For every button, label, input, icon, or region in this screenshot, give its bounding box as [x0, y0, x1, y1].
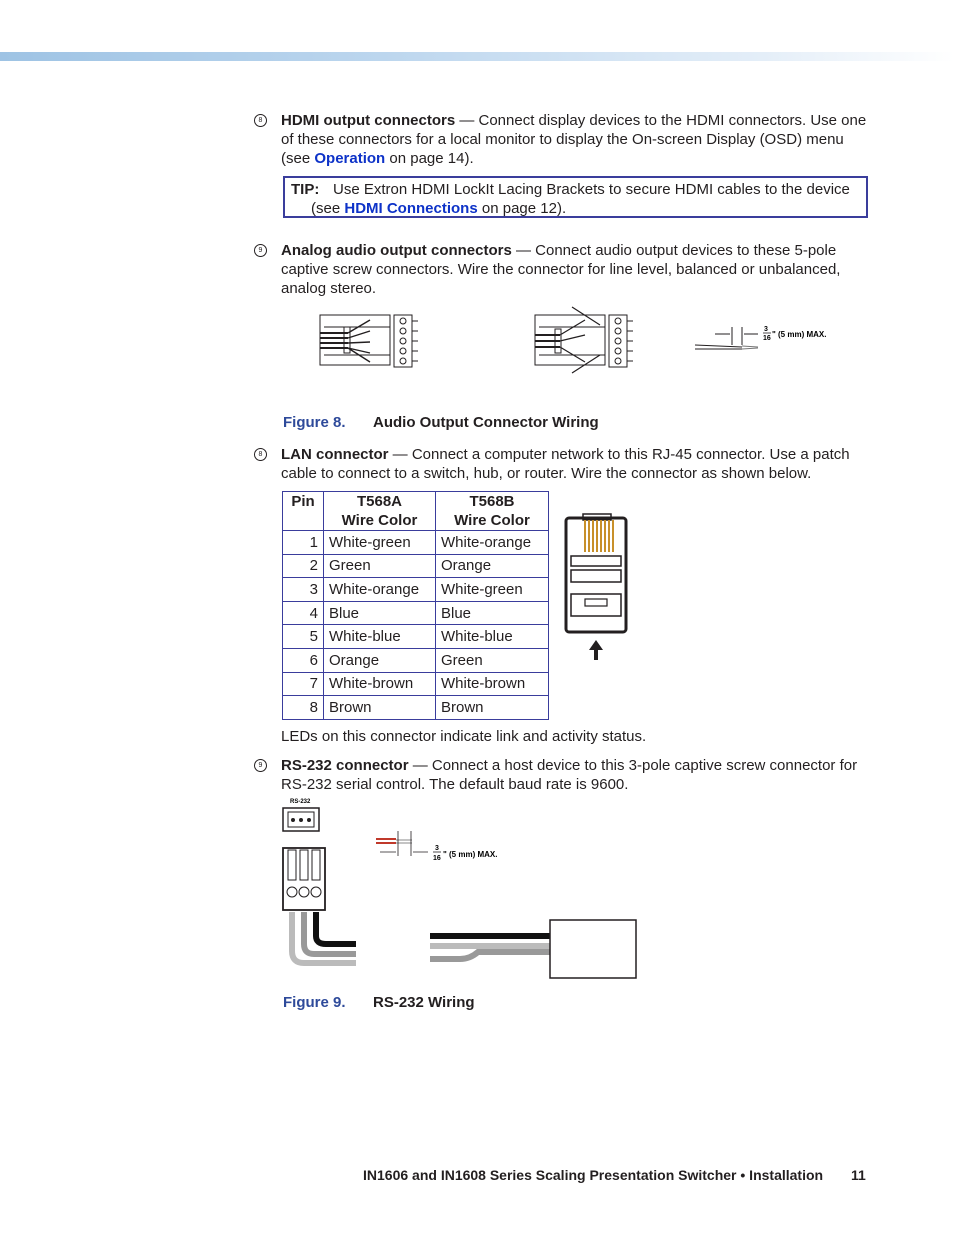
- audio-dim-label: " (5 mm) MAX.: [772, 330, 827, 339]
- table-row: [283, 578, 549, 602]
- lan-note: LEDs on this connector indicate link and activity status.: [281, 728, 647, 745]
- callout-number: 8: [254, 114, 267, 127]
- pin-cell: 2: [283, 554, 324, 578]
- audio-dim-frac-den: 16: [763, 335, 771, 342]
- lan-connector-title: LAN connector: [281, 446, 389, 463]
- rs232-dim-frac-den: 16: [433, 855, 441, 862]
- pin-header: Pin: [283, 492, 324, 531]
- pin-cell: 1: [283, 531, 324, 555]
- rj45-pin-table: [282, 491, 549, 720]
- table-row: [283, 696, 549, 720]
- t568a-cell: White-brown: [324, 672, 436, 696]
- audio-output-title: Analog audio output connectors: [281, 242, 512, 259]
- pin-cell: 6: [283, 648, 324, 672]
- t568b-cell: Orange: [436, 554, 549, 578]
- t568a-cell: Blue: [324, 601, 436, 625]
- t568b-cell: Brown: [436, 696, 549, 720]
- lan-connector-item: [258, 445, 871, 483]
- footer-title: IN1606 and IN1608 Series Scaling Presentation Switcher • Installation: [363, 1167, 824, 1183]
- pin-cell: 7: [283, 672, 324, 696]
- header-gradient-bar: [0, 52, 954, 61]
- pin-cell: 4: [283, 601, 324, 625]
- tip-label: TIP:: [291, 181, 320, 198]
- audio-connector-wiring-diagram: [310, 305, 870, 380]
- t568a-cell: Brown: [324, 696, 436, 720]
- t568a-header-line2: Wire Color: [341, 512, 418, 529]
- lan-connector-text: — Connect a computer network to this RJ-45 connector. Use a patch cable to connect to a switch, hub, or router. Wire the connector as shown below.: [281, 446, 850, 482]
- rs232-connector-text: — Connect a host device to this 3-pole captive screw connector for RS-232 serial control. The default baud rate is 9600.: [281, 757, 858, 793]
- table-row: [283, 648, 549, 672]
- table-header-row: [283, 492, 549, 531]
- table-row: [283, 601, 549, 625]
- t568a-header-line1: T568A: [356, 493, 403, 510]
- rs232-wiring-diagram: [280, 796, 640, 981]
- t568b-cell: White-blue: [436, 625, 549, 649]
- t568a-cell: White-blue: [324, 625, 436, 649]
- t568b-header: [436, 492, 549, 531]
- t568a-cell: Orange: [324, 648, 436, 672]
- rs232-connector-title: RS-232 connector: [281, 757, 409, 774]
- tip-box: [283, 176, 868, 218]
- rj45-plug-icon: [563, 512, 633, 662]
- tip-text: Use Extron HDMI LockIt Lacing Brackets to secure HDMI cables to the device (see: [311, 181, 850, 217]
- page-footer: [363, 1167, 866, 1183]
- rs232-dim-frac-num: 3: [435, 845, 439, 852]
- hdmi-output-text-end: on page 14).: [385, 150, 474, 167]
- callout-number: 9: [254, 244, 267, 257]
- pin-cell: 5: [283, 625, 324, 649]
- hdmi-output-title: HDMI output connectors: [281, 112, 456, 129]
- rs232-dim-label: " (5 mm) MAX.: [443, 850, 498, 859]
- audio-output-text: — Connect audio output devices to these 5-pole captive screw connectors. Wire the connector for line level, balanced or unbalanced, analog stereo.: [281, 242, 841, 297]
- t568b-cell: Green: [436, 648, 549, 672]
- t568b-cell: White-green: [436, 578, 549, 602]
- t568a-cell: White-green: [324, 531, 436, 555]
- audio-dim-frac-num: 3: [764, 326, 768, 333]
- t568a-header: [324, 492, 436, 531]
- figure-9-title: RS-232 Wiring: [373, 994, 475, 1011]
- t568b-cell: Blue: [436, 601, 549, 625]
- callout-number: 9: [254, 759, 267, 772]
- t568a-cell: White-orange: [324, 578, 436, 602]
- hdmi-output-text: — Connect display devices to the HDMI connectors. Use one of these connectors for a local monitor to display the On-screen Display (OSD) menu (see: [281, 112, 867, 167]
- callout-number: 8: [254, 448, 267, 461]
- hdmi-connections-link[interactable]: HDMI Connections: [344, 200, 478, 217]
- figure-8-title: Audio Output Connector Wiring: [373, 414, 599, 431]
- table-row: [283, 625, 549, 649]
- operation-link[interactable]: Operation: [314, 150, 386, 167]
- table-row: [283, 672, 549, 696]
- rs232-port-label: RS-232: [290, 799, 311, 805]
- table-row: [283, 554, 549, 578]
- t568b-header-line2: Wire Color: [454, 512, 530, 529]
- table-row: [283, 531, 549, 555]
- hdmi-output-item: [258, 111, 871, 168]
- t568a-cell: Green: [324, 554, 436, 578]
- t568b-header-line1: T568B: [469, 493, 515, 510]
- t568b-cell: White-brown: [436, 672, 549, 696]
- tip-text-end: on page 12).: [477, 200, 567, 217]
- rs232-connector-item: [258, 756, 871, 794]
- t568b-cell: White-orange: [436, 531, 549, 555]
- figure-9-number: Figure 9.: [283, 994, 346, 1011]
- pin-cell: 8: [283, 696, 324, 720]
- page-number: 11: [851, 1167, 866, 1183]
- figure-8-number: Figure 8.: [283, 414, 346, 431]
- pin-cell: 3: [283, 578, 324, 602]
- audio-output-item: [258, 241, 871, 298]
